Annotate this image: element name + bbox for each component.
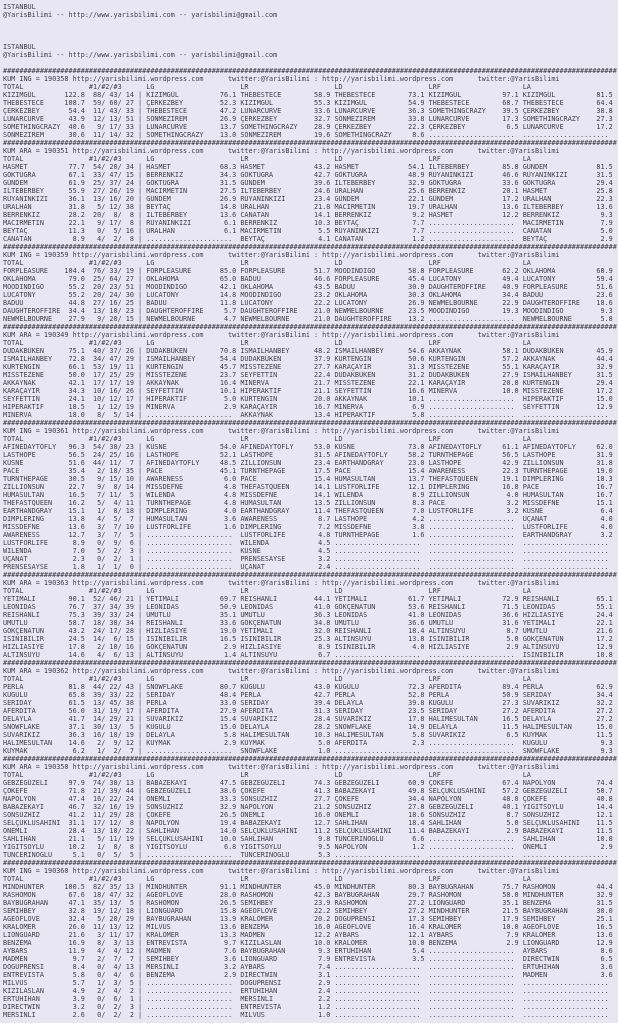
stats-row: MISSTEZENE 50.0 17/ 25/ 29 | MISSTEZENE 23.7 SEYFETTIN 22.4 DUDAKBÜKEN 31.2 DUDAKBÜKEN 27.9 ISMAILHANBEY 31.5 — [3, 371, 617, 379]
stats-row: NEWMELBOURNE 27.9 9/ 20/ 15 | NEWMELBOURNE 4.7 NEWMELBOURNE 21.0 DAUGHTEROFFIRE 13.2 ..................... NEWMELBOURNE 5.8 — [3, 315, 617, 323]
stats-row: ISMAILHANBEY 72.8 34/ 47/ 29 | ISMAILHANBEY 54.4 DUDAKBÜKEN 37.9 KURTENGIN 50.6 KURTENGIN 57.2 AKKAYNAK 44.4 — [3, 355, 617, 363]
stats-row: GEBZEGÜZELI 97.9 74/ 38/ 13 | BABAZEKAYI 47.5 GEBZEGÜZELI 74.3 GEBZEGÜZELI 60.9 ÇOKEFE 67.4 NAPOLYON 74.4 — [3, 779, 617, 787]
stats-row: LUCATONY 55.2 20/ 24/ 30 | LUCATONY 14.8 MOODINDIGO 23.2 OKLAHOMA 30.3 OKLAHOMA 34.4 BADUU 23.6 — [3, 291, 617, 299]
stats-row: BERRENKIZ 28.2 20/ 8/ 8 | ILTEBERBEY 13.6 CANATAN 14.1 BERRENKIZ 9.2 HASMET 12.2 BERRENKIZ 9.3 — [3, 211, 617, 219]
stats-row: MOODINDIGO 55.2 20/ 23/ 51 | MOODINDIGO 42.1 OKLAHOMA 43.5 BADUU 30.9 DAUGHTEROFFIRE 40.9 FORPLEASURE 51.6 — [3, 283, 617, 291]
stats-row: YIGITSOYLU 10.2 1/ 8/ 8 | YIGITSOYLU 6.8 YIGITSOYLU 9.5 NAPOLYON 1.2 ..................... ÖNEMLI 2.9 — [3, 843, 617, 851]
stats-row: EARTHANDGRAY 15.1 1/ 8/ 18 | DIMPLERING 4.0 EARTHANDGRAY 11.4 THEFASTQUEEN 7.0 LUSTFORLIFE 3.2 KÜSNE 6.4 — [3, 507, 617, 515]
stats-row: KÜSNE 51.6 44/ 11/ 7 | AFINEDAYTOFLY 48.5 ZILLIONSUN 23.4 EARTHANDGRAY 23.0 LASTHOPE 42.9 ZILLIONSUN 31.8 — [3, 459, 617, 467]
stats-row: THEBESTECE 108.7 59/ 60/ 27 | ÇERKEZBEY 52.3 KIZIMGÜL 55.3 KIZIMGÜL 54.9 THEBESTECE 68.7 THEBESTECE 64.4 — [3, 99, 617, 107]
stats-row: MISSDEFNE 13.6 3/ 7/ 10 | LUSTFORLIFE 1.6 DIMPLERING 7.2 MISSDEFNE 3.8 ..................... LUSTFORLIFE 4.0 — [3, 523, 617, 531]
section-header-line: KUM ARA = 190362 http://yarisbilimi.wordpress.com twitter:@YarisBilimi : http://yarisbilimi.wordpress.com twitter:@YarisBilimi — [3, 667, 560, 675]
stats-row: SOMETHINGCRAZY 40.6 9/ 17/ 33 | LUNARCURVE 13.7 SOMETHINGCRAZY 28.9 ÇERKEZBEY 22.3 ÇERKEZBEY 6.5 LUNARCURVE 17.2 — [3, 123, 617, 131]
section-header-line: KUM ING = 190358 http://yarisbilimi.wordpress.com twitter:@YarisBilimi : http://yarisbilimi.wordpress.com twitter:@YarisBilimi — [3, 75, 560, 83]
blank-line — [3, 35, 618, 43]
stats-row: ISINIBILIR 24.5 14/ 6/ 15 | ISINIBILIR 16.5 ISINIBILIR 25.3 ALTINSUYU 13.8 ISINIBILIR 5.0 GÖKÇENATUN 17.2 — [3, 635, 617, 643]
stats-row: ENTREVISTA 5.8 0/ 4/ 6 | BENZEMA 2.9 DIRECTWIN 3.1 ..................... ..................... MADMEN 3.6 — [3, 971, 617, 979]
column-header-line: TOTAL #1/#2/#3 LG LR LD LRF LA — [3, 339, 531, 347]
separator-line: ###################################################################################################################################################### — [3, 571, 617, 579]
column-header-line: TOTAL #1/#2/#3 LG LR LD LRF LA — [3, 771, 531, 779]
stats-row: DIRECTWIN 3.2 0/ 2/ 3 | ..................... ENTREVISTA 1.2 ..................... ..................... ..................... — [3, 1003, 617, 1011]
stats-row: HIPERAKTIF 18.5 1/ 12/ 19 | MINERVA 2.9 KARAÇAYIR 16.7 MINERVA 6.9 ..................... SEYFETTIN 12.9 — [3, 403, 617, 411]
stats-row: DIMPLERING 13.8 4/ 5/ 7 | HUMASULTAN 3.6 AWARENESS 8.7 LASTHOPE 4.2 ..................... UÇANAT 4.0 — [3, 515, 617, 523]
stats-row: HALIMESULTAN 14.6 2/ 9/ 12 | KUYMAK 2.9 KUYMAK 5.0 AFERDITA 2.3 ..................... KUGULU 9.3 — [3, 739, 617, 747]
stats-row: AFERDITA 56.0 31/ 19/ 17 | AFERDITA 27.9 AFERDITA 31.3 SERIDAY 23.5 SERIDAY 27.2 AFERDITA 27.2 — [3, 707, 617, 715]
section-header-line: KUM ARA = 190363 http://yarisbilimi.wordpress.com twitter:@YarisBilimi : http://yarisbilimi.wordpress.com twitter:@YarisBilimi — [3, 579, 560, 587]
separator-line: ###################################################################################################################################################### — [3, 419, 617, 427]
stats-row: KURTENGIN 66.1 53/ 19/ 11 | KURTENGIN 45.7 MISSTEZENE 27.7 KARAÇAYIR 31.3 MISSTEZENE 55.1 KARAÇAYIR 32.9 — [3, 363, 617, 371]
stats-row: BEYTAÇ 11.3 0/ 5/ 16 | URALHAN 6.1 MACIRMETIN 5.5 RÜYANINKIZI 7.7 ..................... CANATAN 5.0 — [3, 227, 617, 235]
section-header-line: KUM ING = 190360 http://yarisbilimi.wordpress.com twitter:@YarisBilimi : http://yarisbilimi.wordpress.com twitter:@YarisBilimi — [3, 867, 560, 875]
stats-row: LIONGUARD 21.6 3/ 11/ 17 | KRALÖMER 13.3 MADMEN 12.2 AYBARS 12.1 AYBARS 7.9 KRALÖMER 13.6 — [3, 931, 617, 939]
stats-row: AFINEDAYTOFLY 96.3 54/ 38/ 23 | KÜSNE 54.0 AFINEDAYTOFLY 53.0 KÜSNE 73.0 AFINEDAYTOFLY 61.1 AFINEDAYTOFLY 62.0 — [3, 443, 617, 451]
stats-row: KIZIMGÜL 122.8 88/ 43/ 14 | KIZIMGÜL 76.1 THEBESTECE 58.9 THEBESTECE 73.1 KIZIMGÜL 97.1 KIZIMGÜL 81.5 — [3, 91, 617, 99]
stats-row: YETIMALI 90.1 52/ 46/ 21 | YETIMALI 69.7 REISHANLI 44.1 YETIMALI 61.7 YETIMALI 72.9 REISHANLI 65.1 — [3, 595, 617, 603]
stats-row: MADMEN 9.7 2/ 7/ 7 | SEMIHBEY 3.6 LIONGUARD 7.9 ENTREVISTA 3.5 ..................... DIRECTWIN 6.5 — [3, 955, 617, 963]
blank-line — [3, 59, 618, 67]
stats-row: OKLAHOMA 79.0 25/ 64/ 27 | OKLAHOMA 65.0 BADUU 46.6 FORPLEASURE 45.4 LUCATONY 49.4 LUCATONY 59.4 — [3, 275, 617, 283]
stats-row: SNOWFLAKE 37.1 30/ 13/ 5 | KUGULU 15.0 DELAYLA 28.2 SNOWFLAKE 14.9 DELAYLA 11.5 HALIMESULTAN 15.0 — [3, 723, 617, 731]
stats-row: KRALÖMER 26.0 11/ 13/ 12 | MILVUS 13.6 BENZEMA 16.0 AGEOFLOVE 16.4 KRALÖMER 10.0 AGEOFLOVE 16.5 — [3, 923, 617, 931]
stats-row: BABAZEKAYI 46.7 32/ 16/ 19 | SONSUZHIZ 32.9 NAPOLYON 21.2 SONSUZHIZ 27.8 GEBZEGÜZELI 40.1 YIGITSOYLU 14.4 — [3, 803, 617, 811]
stats-row: AGEOFLOVE 32.4 5/ 20/ 29 | BAYBUGRAHAN 13.9 KRALÖMER 20.2 DOGUPRENSI 17.3 SEMIHBEY 17.9 SEMIHBEY 25.1 — [3, 915, 617, 923]
stats-row: BADUU 44.8 27/ 16/ 25 | BADUU 11.8 LUCATONY 22.2 LUCATONY 26.9 NEWMELBOURNE 22.9 DAUGHTEROFFIRE 18.6 — [3, 299, 617, 307]
stats-row: ÖNEMLI 28.4 13/ 10/ 22 | SAHLIHAN 14.0 SELÇUKLUSAHINI 11.2 SELÇUKLUSAHINI 11.4 BABAZEKAYI 2.9 BABAZEKAYI 11.5 — [3, 827, 617, 835]
stats-row: ERTUHIHAN 3.9 0/ 6/ 1 | ..................... MERSINLI 2.2 ..................... ..................... ..................... — [3, 995, 617, 1003]
column-header-line: TOTAL #1/#2/#3 LG LR LD LRF LA — [3, 875, 531, 883]
stats-row: ÇOKEFE 71.8 21/ 39/ 44 | GEBZEGÜZELI 38.6 ÇOKEFE 41.3 BABAZEKAYI 49.8 SELÇUKLUSAHINI 57.2 GEBZEGÜZELI 50.7 — [3, 787, 617, 795]
stats-row: HASMET 77.7 54/ 20/ 34 | HASMET 68.3 HASMET 43.2 HASMET 54.1 ILTEBERBEY 85.8 GÜNDEM 81.5 — [3, 163, 617, 171]
stats-row: DAUGHTEROFFIRE 34.4 13/ 10/ 23 | DAUGHTEROFFIRE 5.7 DAUGHTEROFFIRE 21.0 NEWMELBOURNE 23.5 MOODINDIGO 19.3 MOODINDIGO 9.3 — [3, 307, 617, 315]
stats-row: ILTEBERBEY 55.9 27/ 26/ 19 | MACIRMETIN 27.5 ILTEBERBEY 24.6 URALHAN 25.6 BERRENKIZ 20.1 HASMET 25.8 — [3, 187, 617, 195]
section-header-line: KUM ING = 190361 http://yarisbilimi.wordpress.com twitter:@YarisBilimi : http://yarisbilimi.wordpress.com twitter:@YarisBilimi — [3, 427, 560, 435]
letterhead-city: ISTANBUL — [3, 3, 36, 11]
stats-row: FORPLEASURE 104.4 76/ 33/ 19 | FORPLEASURE 85.0 FORPLEASURE 51.7 MOODINDIGO 58.8 FORPLEASURE 62.2 OKLAHOMA 60.9 — [3, 267, 617, 275]
stats-row: MACIRMETIN 22.1 9/ 17/ 8 | RÜYANINKIZI 6.1 BERRENKIZ 10.3 BEYTAÇ 7.7 ..................... MACIRMETIN 7.9 — [3, 219, 617, 227]
column-header-line: TOTAL #1/#2/#3 LG LR LD LRF LA — [3, 435, 531, 443]
stats-row: MINDHUNTER 100.5 82/ 35/ 13 | MINDHUNTER 91.1 MINDHUNTER 45.0 MINDHUNTER 80.3 BAYBUGRAHAN 75.7 RASHOMON 44.4 — [3, 883, 617, 891]
separator-line: ###################################################################################################################################################### — [3, 139, 617, 147]
section-header-line: KUM ARA = 190351 http://yarisbilimi.wordpress.com twitter:@YarisBilimi : http://yarisbilimi.wordpress.com twitter:@YarisBilimi — [3, 147, 560, 155]
stats-row: GÖKÇENATUN 43.2 24/ 17/ 28 | HIZLIASIYE 19.0 YETIMALI 32.0 REISHANLI 18.4 ALTINSUYU 8.7 UMUTLU 21.6 — [3, 627, 617, 635]
stats-row: LUNARCURVE 43.9 12/ 13/ 51 | SÖNMEZIREM 26.9 ÇERKEZBEY 32.7 SÖNMEZIREM 33.8 LUNARCURVE 17.3 SOMETHINGCRAZY 27.3 — [3, 115, 617, 123]
stats-row: AYBARS 11.9 4/ 4/ 12 | MADMEN 7.6 BAYBUGRAHAN 9.3 ERTUHIHAN 5.4 ..................... AYBARS 8.6 — [3, 947, 617, 955]
stats-row: CANATAN 8.9 4/ 2/ 8 | ..................... BEYTAÇ 4.1 CANATAN 1.2 ..................... BEYTAÇ 2.9 — [3, 235, 617, 243]
stats-row: DOGUPRENSI 8.4 0/ 4/ 13 | MERSINLI 3.2 AYBARS 7.4 ..................... ..................... ERTUHIHAN 3.6 — [3, 963, 617, 971]
stats-row: KUGULU 65.8 39/ 33/ 22 | SERIDAY 48.4 PERLA 42.7 PERLA 52.8 PERLA 50.9 SERIDAY 34.4 — [3, 691, 617, 699]
stats-row: SÖNMEZIREM 30.6 11/ 14/ 32 | SOMETHINGCRAZY 13.0 SÖNMEZIREM 19.6 SOMETHINGCRAZY 8.6 ..................... ..................... — [3, 131, 617, 139]
stats-row: MINERVA 18.0 8/ 5/ 14 | ..................... AKKAYNAK 13.4 HIPERAKTIF 5.8 ..................... ..................... — [3, 411, 617, 419]
stats-row: MERSINLI 2.6 0/ 2/ 2 | ..................... MILVUS 1.0 ..................... ..................... ..................... — [3, 1011, 617, 1019]
stats-row: DELAYLA 41.7 14/ 29/ 21 | SÜVARIKIZ 15.4 SÜVARIKIZ 28.4 SÜVARIKIZ 17.8 HALIMESULTAN 16.5 DELAYLA 27.2 — [3, 715, 617, 723]
section-header-line: KUM ARA = 190349 http://yarisbilimi.wordpress.com twitter:@YarisBilimi : http://yarisbilimi.wordpress.com twitter:@YarisBilimi — [3, 331, 560, 339]
stats-row: SAHLIHAN 21.1 5/ 11/ 19 | SELÇUKLUSAHINI 10.0 SAHLIHAN 9.8 TUNCERINOGLU 6.6 ..................... SAHLIHAN 10.8 — [3, 835, 617, 843]
stats-row: TURNTHEPAGE 30.5 9/ 15/ 10 | AWARENESS 6.0 PACE 15.4 HUMASULTAN 13.7 THEFASTQUEEN 19.1 DIMPLERING 18.3 — [3, 475, 617, 483]
column-header-line: TOTAL #1/#2/#3 LG LR LD LRF LA — [3, 155, 531, 163]
stats-row: URALHAN 31.8 5/ 12/ 38 | BEYTAÇ 14.8 URALHAN 21.8 MACIRMETIN 19.7 URALHAN 13.6 ILTEBERBEY 13.6 — [3, 203, 617, 211]
blank-line — [3, 19, 618, 27]
blank-line — [3, 27, 618, 35]
separator-line: ###################################################################################################################################################### — [3, 755, 617, 763]
stats-row: LUSTFORLIFE 8.9 0/ 9/ 6 | ..................... WILENDA 4.5 ..................... ..................... ..................... — [3, 539, 617, 547]
separator-line: ###################################################################################################################################################### — [3, 859, 617, 867]
stats-row: KARAÇAYIR 34.3 10/ 16/ 26 | SEYFETTIN 10.1 HIPERAKTIF 21.1 SEYFETTIN 16.6 MINERVA 10.0 MISSTEZENE 17.2 — [3, 387, 617, 395]
section-header-line: KUM ING = 190359 http://yarisbilimi.wordpress.com twitter:@YarisBilimi : http://yarisbilimi.wordpress.com twitter:@YarisBilimi — [3, 251, 560, 259]
stats-row: DUDAKBÜKEN 75.1 40/ 37/ 26 | DUDAKBÜKEN 70.8 ISMAILHANBEY 48.2 ISMAILHANBEY 54.6 AKKAYNAK 58.1 DUDAKBÜKEN 45.9 — [3, 347, 617, 355]
stats-row: HUMASULTAN 16.5 7/ 11/ 5 | WILENDA 4.8 MISSDEFNE 14.1 WILENDA 8.9 ZILLIONSUN 4.0 HUMASULTAN 16.7 — [3, 491, 617, 499]
stats-row: RÜYANINKIZI 36.1 13/ 16/ 20 | GÜNDEM 26.9 RÜYANINKIZI 23.4 GÜNDEM 22.1 GÜNDEM 17.2 URALHAN 22.3 — [3, 195, 617, 203]
column-header-line: TOTAL #1/#2/#3 LG LR LD LRF LA — [3, 259, 531, 267]
stats-row: UÇANAT 2.3 0/ 2/ 1 | ..................... PRENSESAYSE 3.2 ..................... ..................... ..................... — [3, 555, 617, 563]
stats-row: SEYFETTIN 24.1 10/ 12/ 17 | HIPERAKTIF 5.0 KURTENGIN 20.0 AKKAYNAK 10.1 ..................... HIPERAKTIF 15.0 — [3, 395, 617, 403]
column-header-line: TOTAL #1/#2/#3 LG LR LD LRF LA — [3, 83, 531, 91]
stats-row: PACE 35.4 2/ 18/ 35 | PACE 45.1 TURNTHEPAGE 17.5 PACE 15.4 AWARENESS 22.3 TURNTHEPAGE 19.0 — [3, 467, 617, 475]
section-header-line: KUM ARA = 190350 http://yarisbilimi.wordpress.com twitter:@YarisBilimi : http://yarisbilimi.wordpress.com twitter:@YarisBilimi — [3, 763, 560, 771]
stats-row: TUNCERINOGLU 5.1 0/ 5/ 5 | ..................... TUNCERINOGLU 5.3 ..................... ..................... ..................... — [3, 851, 617, 859]
column-header-line: TOTAL #1/#2/#3 LG LR LD LRF LA — [3, 587, 531, 595]
letterhead-contact: @YarisBilimi -- http://www.yarisbilimi.com -- yarisbilimi@gmail.com — [3, 11, 278, 19]
stats-row: SÜVARIKIZ 36.3 16/ 18/ 19 | DELAYLA 5.8 HALIMESULTAN 10.3 HALIMESULTAN 5.8 SÜVARIKIZ 6.5 KUYMAK 11.5 — [3, 731, 617, 739]
stats-row: ZILLIONSUN 22.7 9/ 8/ 14 | MISSDEFNE 4.8 THEFASTQUEEN 14.1 LUSTFORLIFE 12.1 DIMPLERING 16.8 PACE 16.7 — [3, 483, 617, 491]
stats-row: KIZILASLAN 4.9 2/ 4/ 2 | ..................... ERTUHIHAN 2.4 ..................... ..................... ..................... — [3, 987, 617, 995]
letterhead-city: ISTANBUL — [3, 43, 36, 51]
stats-row: LEONIDAS 76.7 37/ 34/ 39 | LEONIDAS 50.9 LEONIDAS 41.0 GÖKÇENATUN 53.6 REISHANLI 71.5 LEONIDAS 55.1 — [3, 603, 617, 611]
stats-row: SELÇUKLUSAHINI 31.1 17/ 12/ 8 | NAPOLYON 19.4 BABAZEKAYI 12.7 SAHLIHAN 18.4 SAHLIHAN 5.0 SELÇUKLUSAHINI 11.5 — [3, 819, 617, 827]
stats-row: AWARENESS 12.7 3/ 7/ 5 | ..................... LUSTFORLIFE 4.8 TURNTHEPAGE 1.6 ..................... EARTHANDGRAY 3.2 — [3, 531, 617, 539]
stats-row: NAPOLYON 47.4 16/ 22/ 24 | ÖNEMLI 33.3 SONSUZHIZ 27.7 ÇOKEFE 34.4 NAPOLYON 48.0 ÇOKEFE 40.8 — [3, 795, 617, 803]
stats-row: HIZLIASIYE 17.8 2/ 10/ 16 | GÖKÇENATUN 2.9 HIZLIASIYE 8.9 ISINIBILIR 4.0 HIZLIASIYE 2.9 ALTINSUYU 12.9 — [3, 643, 617, 651]
stats-row: SONSUZHIZ 41.2 11/ 29/ 28 | ÇOKEFE 26.5 ÖNEMLI 16.0 ÖNEMLI 18.6 SONSUZHIZ 8.7 SONSUZHIZ 12.1 — [3, 811, 617, 819]
stats-row: SERIDAY 61.5 13/ 45/ 38 | PERLA 33.0 SERIDAY 39.4 DELAYLA 39.8 KUGULU 27.3 SÜVARIKIZ 32.2 — [3, 699, 617, 707]
separator-line: ###################################################################################################################################################### — [3, 659, 617, 667]
stats-row: GÜNDEM 61.9 25/ 37/ 24 | GÖKTUGRA 31.5 GÜNDEM 39.6 ILTEBERBEY 32.9 GÖKTUGRA 33.6 GÖKTUGRA 29.4 — [3, 179, 617, 187]
stats-row: RASHOMON 67.6 18/ 47/ 32 | AGEOFLOVE 28.0 RASHOMON 42.3 BAYBUGRAHAN 29.7 RASHOMON 58.0 MINDHUNTER 32.9 — [3, 891, 617, 899]
stats-row: KUYMAK 6.2 1/ 2/ 7 | ..................... SNOWFLAKE 1.0 ..................... ..................... SNOWFLAKE 9.3 — [3, 747, 617, 755]
stats-row: ALTINSUYU 14.6 4/ 6/ 13 | ALTINSUYU 1.4 ALTINSUYU 6.7 ..................... ..................... ISINIBILIR 10.8 — [3, 651, 617, 659]
column-header-line: TOTAL #1/#2/#3 LG LR LD LRF LA — [3, 675, 531, 683]
stats-row: PRENSESAYSE 1.8 1/ 1/ 0 | ..................... UÇANAT 2.4 ..................... ..................... ..................... — [3, 563, 617, 571]
stats-row: WILENDA 7.0 5/ 2/ 3 | ..................... KÜSNE 4.5 ..................... ..................... ..................... — [3, 547, 617, 555]
stats-row: AKKAYNAK 42.1 17/ 17/ 19 | AKKAYNAK 16.4 MINERVA 21.7 MISSTEZENE 22.1 KARAÇAYIR 20.8 KURTENGIN 29.4 — [3, 379, 617, 387]
stats-row: GÖKTUGRA 67.1 33/ 47/ 15 | BERRENKIZ 34.3 GÖKTUGRA 42.7 GÖKTUGRA 48.9 RÜYANINKIZI 46.6 RÜYANINKIZI 31.5 — [3, 171, 617, 179]
stats-row: PERLA 81.8 44/ 22/ 43 | SNOWFLAKE 80.7 KUGULU 43.0 KUGULU 72.3 AFERDITA 89.4 PERLA 62.9 — [3, 683, 617, 691]
stats-row: SEMIHBEY 32.8 19/ 12/ 18 | LIONGUARD 15.8 AGEOFLOVE 22.2 SEMIHBEY 27.2 MINDHUNTER 21.5 BAYBUGRAHAN 30.0 — [3, 907, 617, 915]
stats-row: UMUTLU 58.7 18/ 38/ 34 | REISHANLI 33.6 GÖKÇENATUN 34.8 UMUTLU 36.6 UMUTLU 31.6 YETIMALI 22.1 — [3, 619, 617, 627]
stats-row: BENZEMA 16.9 8/ 3/ 13 | ENTREVISTA 9.7 KIZILASLAN 10.0 KRALÖMER 10.0 BENZEMA 2.9 LIONGUARD 12.9 — [3, 939, 617, 947]
stats-row: THEFASTQUEEN 16.2 5/ 4/ 11 | TURNTHEPAGE 4.8 HUMASULTAN 13.5 ZILLIONSUN 8.3 PACE 3.2 MISSDEFNE 15.1 — [3, 499, 617, 507]
stats-row: REISHANLI 75.3 39/ 33/ 24 | UMUTLU 35.1 UMUTLU 36.3 LEONIDAS 41.0 LEONIDAS 36.6 HIZLIASIYE 24.4 — [3, 611, 617, 619]
separator-line: ###################################################################################################################################################### — [3, 67, 617, 75]
stats-row: ÇERKEZBEY 54.4 11/ 43/ 33 | THEBESTECE 47.2 LUNARCURVE 33.6 LUNARCURVE 36.3 SOMETHINGCRAZY 39.5 ÇERKEZBEY 38.8 — [3, 107, 617, 115]
separator-line: ###################################################################################################################################################### — [3, 243, 617, 251]
separator-line: ###################################################################################################################################################### — [3, 323, 617, 331]
letterhead-contact: @YarisBilimi -- http://www.yarisbilimi.com -- yarisbilimi@gmail.com — [3, 51, 278, 59]
stats-row: BAYBUGRAHAN 47.1 35/ 13/ 5 | RASHOMON 26.5 SEMIHBEY 23.9 RASHOMON 27.2 LIONGUARD 35.1 BENZEMA 31.5 — [3, 899, 617, 907]
stats-row: MILVUS 5.7 1/ 3/ 5 | ..................... DOGUPRENSI 2.9 ..................... ..................... ..................... — [3, 979, 617, 987]
stats-row: LASTHOPE 56.5 24/ 25/ 16 | LASTHOPE 52.1 LASTHOPE 31.5 AFINEDAYTOFLY 58.2 TURNTHEPAGE 56.5 LASTHOPE 31.9 — [3, 451, 617, 459]
